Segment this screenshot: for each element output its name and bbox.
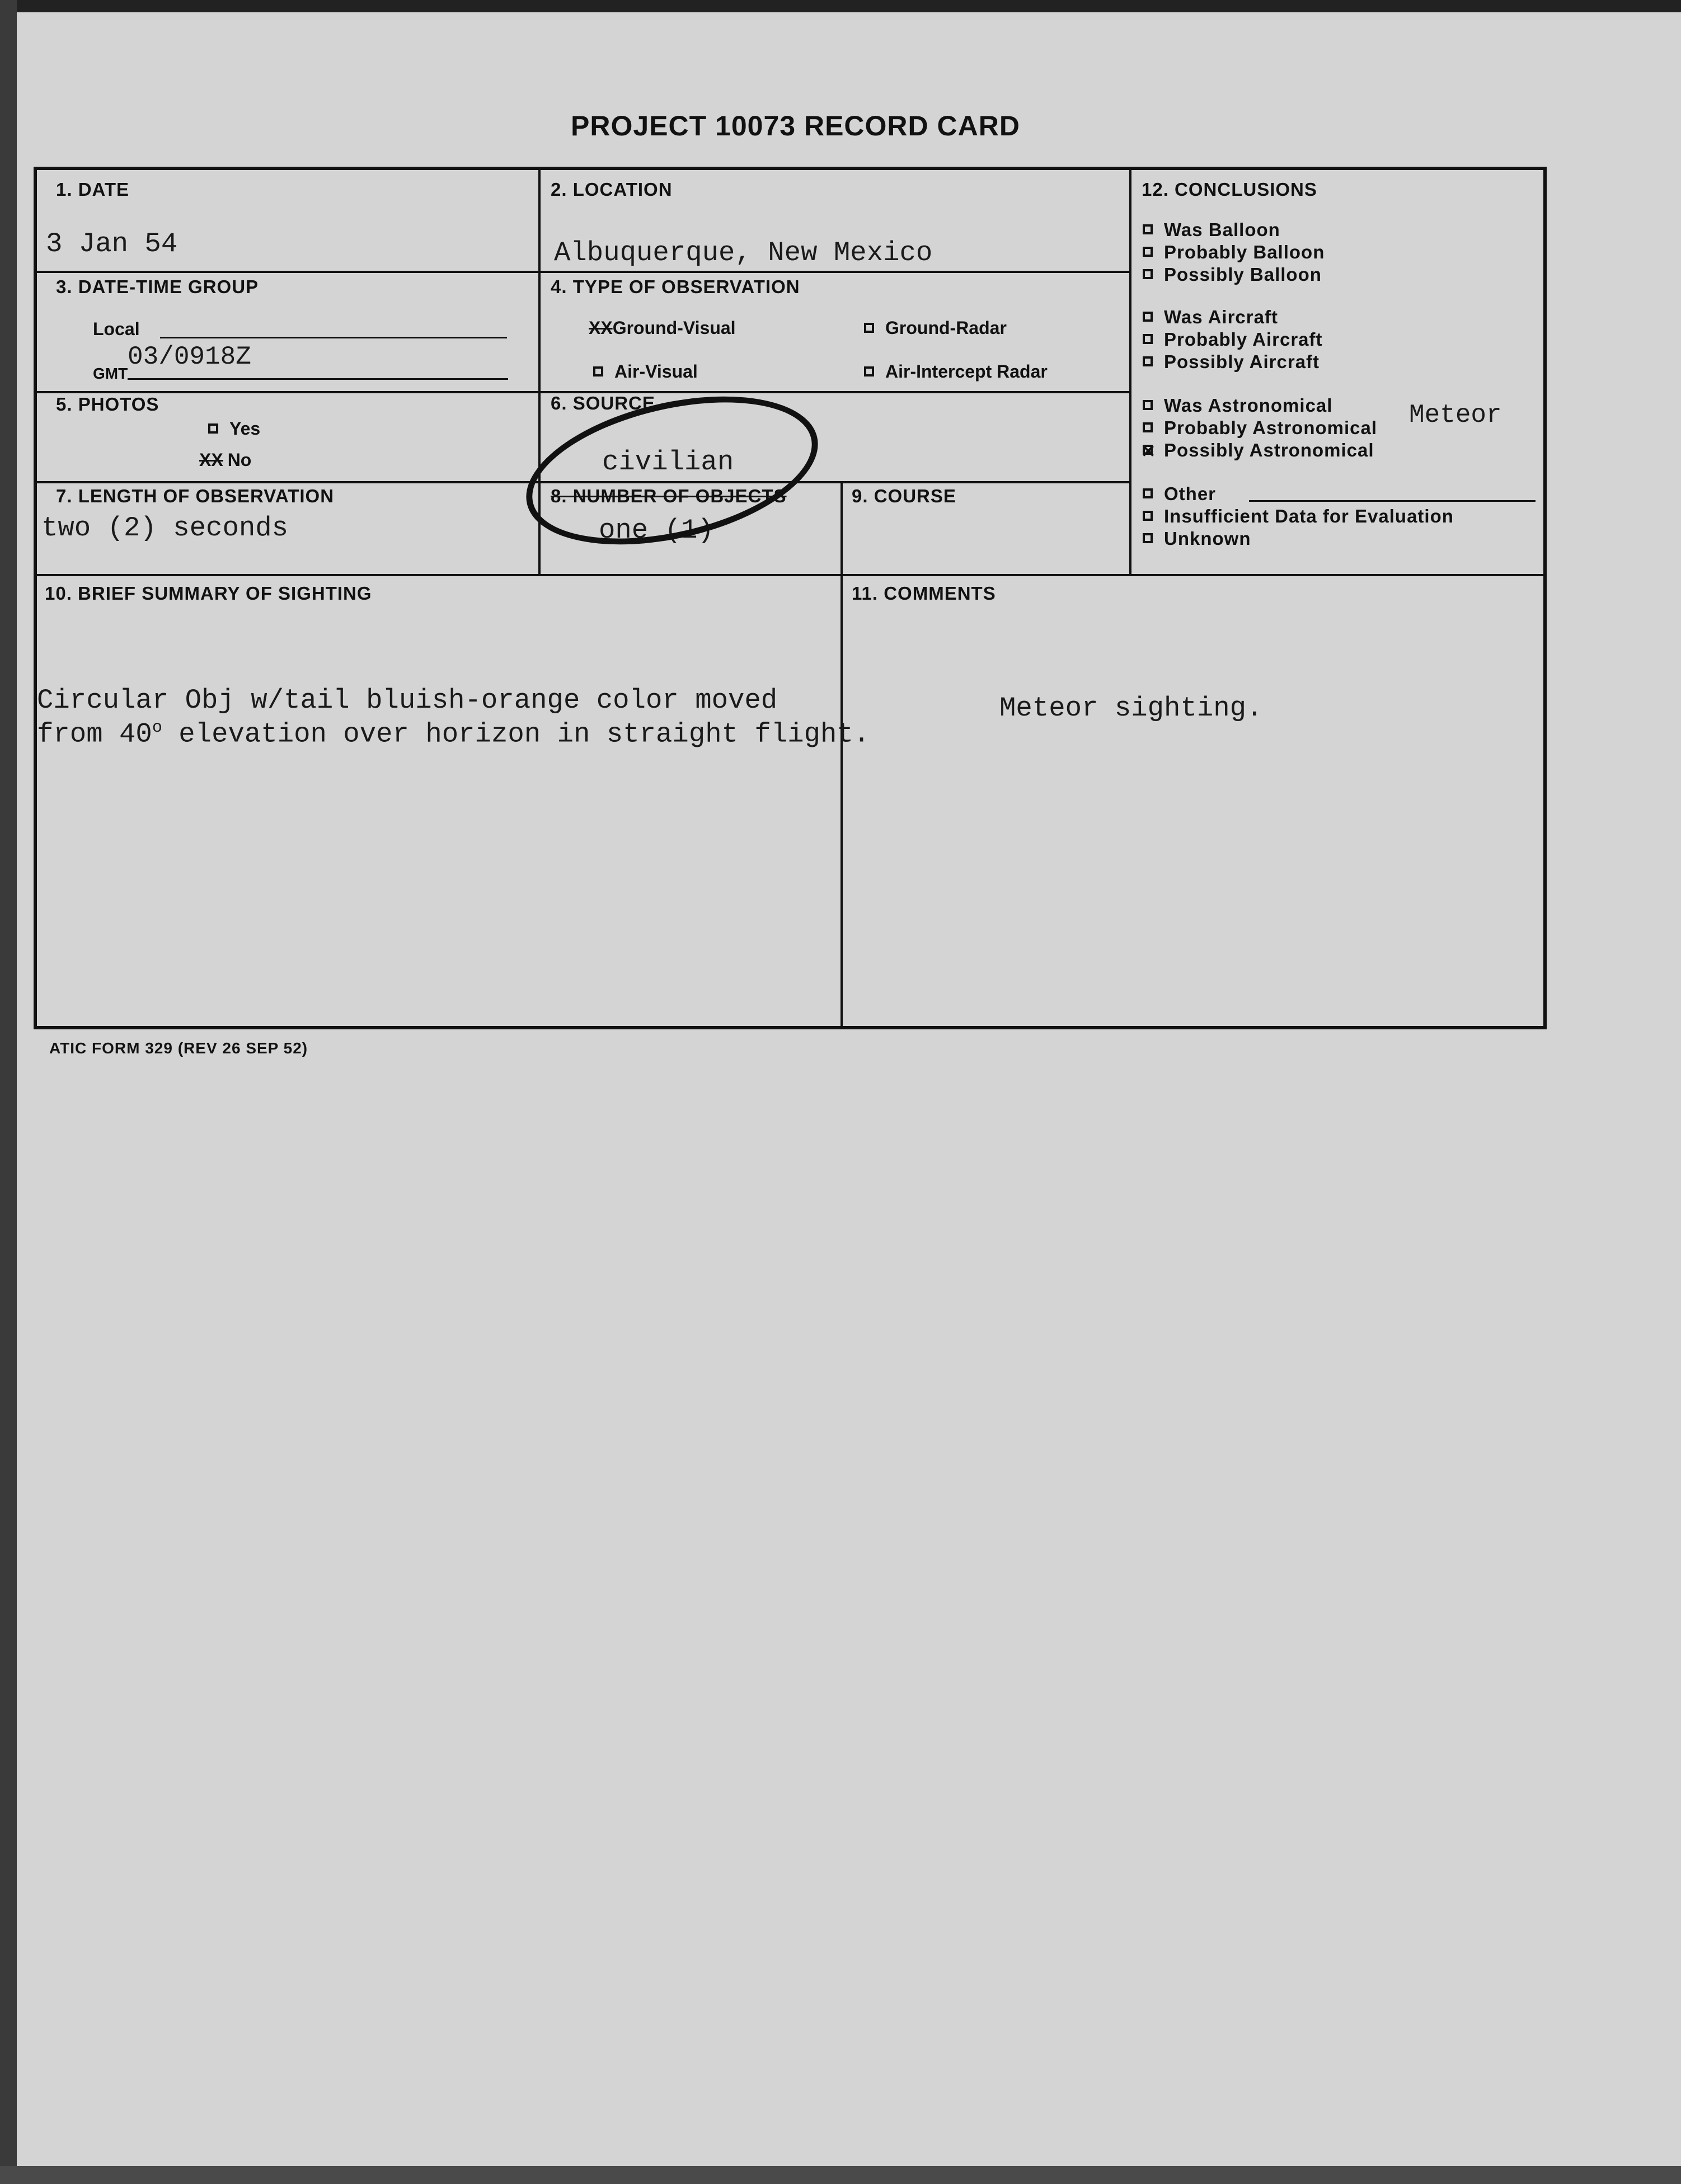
- conclusion-checkbox-checked[interactable]: [1143, 445, 1153, 455]
- conclusion-checkbox[interactable]: [1143, 224, 1153, 234]
- scan-top-edge: [0, 0, 1681, 12]
- conclusion-checkbox[interactable]: [1143, 422, 1153, 432]
- conclusion-checkbox[interactable]: [1143, 488, 1153, 498]
- scan-bottom-edge: [0, 2166, 1681, 2184]
- ground-radar-label: Ground-Radar: [885, 318, 1007, 338]
- other-underline: [1249, 500, 1536, 502]
- conclusion-checkbox[interactable]: [1143, 269, 1153, 279]
- conclusion-checkbox[interactable]: [1143, 533, 1153, 543]
- air-intercept-radar-checkbox[interactable]: [864, 366, 874, 376]
- location-value: Albuquerque, New Mexico: [554, 237, 933, 269]
- air-intercept-radar-option[interactable]: [864, 361, 1048, 382]
- source-label: 6. SOURCE: [551, 393, 655, 413]
- ground-radar-option[interactable]: [864, 318, 1007, 338]
- conclusion-label: Probably Astronomical: [1164, 417, 1378, 438]
- type-of-observation-label: 4. TYPE OF OBSERVATION: [551, 276, 800, 297]
- photos-yes-label: Yes: [229, 418, 261, 439]
- photos-yes-option[interactable]: [208, 418, 260, 439]
- brief-summary-line-1: Circular Obj w/tail bluish-orange color moved: [37, 685, 778, 716]
- conclusion-label: Was Astronomical: [1164, 395, 1333, 416]
- ground-visual-mark: XX: [589, 318, 613, 338]
- divider-row-1: [37, 271, 1129, 273]
- photos-no-option[interactable]: [199, 450, 251, 470]
- source-value: civilian: [602, 446, 734, 478]
- length-of-observation-label: 7. LENGTH OF OBSERVATION: [56, 486, 335, 506]
- conclusion-label: Other: [1164, 483, 1217, 504]
- conclusion-label: Possibly Aircraft: [1164, 351, 1320, 372]
- conclusion-probably-aircraft[interactable]: [1143, 329, 1323, 350]
- brief-summary-line-2: [37, 718, 870, 750]
- conclusion-checkbox[interactable]: [1143, 356, 1153, 366]
- location-label: 2. LOCATION: [551, 179, 673, 200]
- gmt-underline: [128, 378, 508, 380]
- divider-col-mid: [840, 482, 843, 1026]
- conclusion-checkbox[interactable]: [1143, 400, 1153, 410]
- conclusion-possibly-astronomical[interactable]: [1143, 440, 1374, 461]
- conclusion-label: Probably Balloon: [1164, 242, 1325, 262]
- local-underline: [160, 337, 507, 338]
- length-of-observation-value: two (2) seconds: [41, 512, 289, 544]
- date-value: 3 Jan 54: [46, 228, 178, 260]
- gmt-label: GMT: [93, 365, 128, 382]
- degree-mark: o: [152, 718, 162, 737]
- conclusions-label: 12. CONCLUSIONS: [1142, 179, 1317, 200]
- photos-no-label: No: [227, 450, 252, 470]
- gmt-value: 03/0918Z: [128, 342, 251, 371]
- card-title: PROJECT 10073 RECORD CARD: [571, 110, 1020, 142]
- photos-no-mark: XX: [199, 450, 223, 470]
- brief-summary-label: 10. BRIEF SUMMARY OF SIGHTING: [45, 583, 372, 604]
- comments-value: Meteor sighting.: [999, 693, 1263, 724]
- air-visual-label: Air-Visual: [614, 361, 698, 382]
- conclusion-probably-astronomical[interactable]: [1143, 417, 1377, 439]
- ground-visual-option[interactable]: [589, 318, 736, 338]
- conclusion-was-astronomical[interactable]: [1143, 395, 1332, 416]
- conclusion-probably-balloon[interactable]: [1143, 242, 1325, 263]
- conclusion-label: Unknown: [1164, 528, 1251, 549]
- conclusion-label: Was Aircraft: [1164, 307, 1278, 327]
- photos-label: 5. PHOTOS: [56, 394, 159, 415]
- air-intercept-radar-label: Air-Intercept Radar: [885, 361, 1048, 382]
- brief-summary-line-2b: elevation over horizon in straight flight.: [162, 718, 870, 750]
- conclusion-checkbox[interactable]: [1143, 511, 1153, 521]
- conclusion-was-aircraft[interactable]: [1143, 307, 1278, 328]
- photos-yes-checkbox[interactable]: [208, 423, 218, 434]
- conclusion-possibly-balloon[interactable]: [1143, 264, 1322, 285]
- ground-visual-label: Ground-Visual: [612, 318, 736, 338]
- conclusion-possibly-aircraft[interactable]: [1143, 351, 1320, 373]
- conclusion-label: Insufficient Data for Evaluation: [1164, 506, 1454, 526]
- conclusion-checkbox[interactable]: [1143, 312, 1153, 322]
- conclusion-was-balloon[interactable]: [1143, 219, 1280, 241]
- conclusion-label: Possibly Astronomical: [1164, 440, 1374, 460]
- divider-row-4: [37, 574, 1543, 576]
- conclusion-label: Possibly Balloon: [1164, 264, 1322, 285]
- number-of-objects-label: 8. NUMBER OF OBJECTS: [551, 486, 787, 506]
- conclusion-label: Probably Aircraft: [1164, 329, 1323, 350]
- divider-col-2: [1129, 170, 1131, 574]
- air-visual-checkbox[interactable]: [593, 366, 603, 376]
- scan-left-edge: [0, 0, 17, 2184]
- astronomical-note: Meteor: [1409, 401, 1502, 430]
- conclusion-label: Was Balloon: [1164, 219, 1280, 240]
- comments-label: 11. COMMENTS: [852, 583, 996, 604]
- record-card: [34, 167, 1547, 1029]
- number-of-objects-value: one (1): [599, 515, 714, 546]
- conclusion-insufficient-data[interactable]: [1143, 506, 1454, 527]
- conclusion-other[interactable]: [1143, 483, 1216, 505]
- ground-radar-checkbox[interactable]: [864, 323, 874, 333]
- air-visual-option[interactable]: [593, 361, 698, 382]
- brief-summary-line-2a: from 40: [37, 718, 152, 750]
- date-label: 1. DATE: [56, 179, 130, 200]
- conclusion-checkbox[interactable]: [1143, 334, 1153, 344]
- conclusion-unknown[interactable]: [1143, 528, 1251, 549]
- local-label: Local: [93, 319, 140, 339]
- course-label: 9. COURSE: [852, 486, 956, 506]
- form-number: ATIC FORM 329 (REV 26 SEP 52): [49, 1039, 308, 1057]
- date-time-group-label: 3. DATE-TIME GROUP: [56, 276, 259, 297]
- conclusion-checkbox[interactable]: [1143, 247, 1153, 257]
